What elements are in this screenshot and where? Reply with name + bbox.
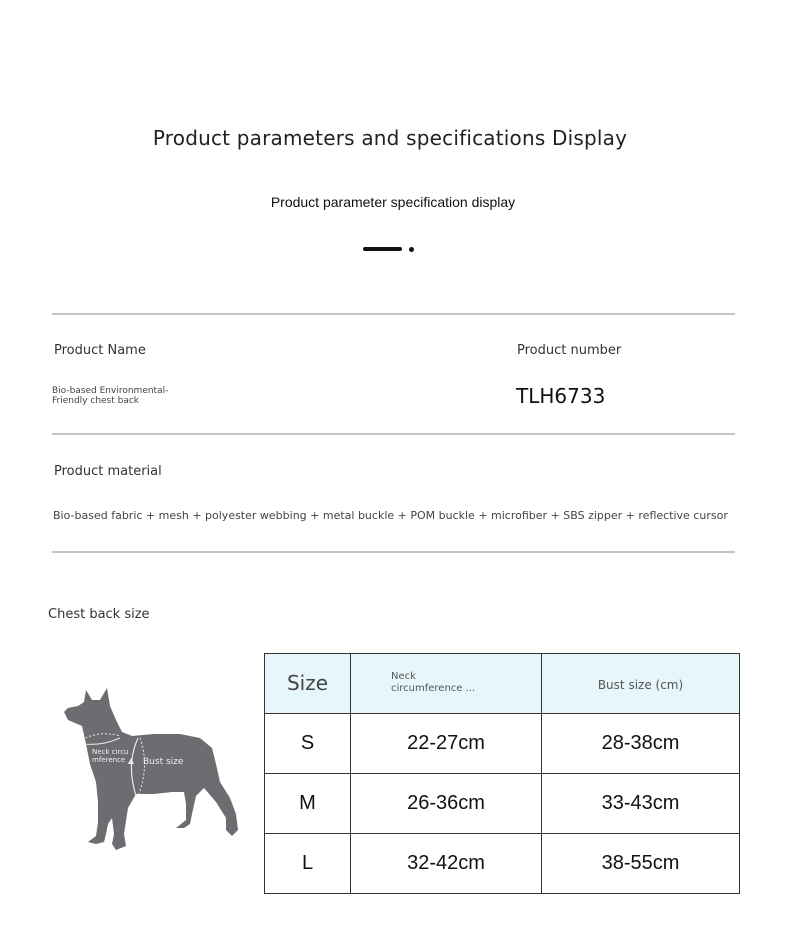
dog-neck-label-line1: Neck circu xyxy=(92,748,129,756)
size-cell: S xyxy=(265,714,351,774)
table-row xyxy=(265,714,740,774)
neck-cell: 26-36cm xyxy=(351,774,542,834)
product-material-value: Bio-based fabric + mesh + polyester webbing + metal buckle + POM buckle + microfiber + SBS zipper + reflective cursor xyxy=(53,509,728,522)
decorative-dot xyxy=(409,247,414,252)
product-material-label: Product material xyxy=(54,464,162,479)
neck-header-label xyxy=(391,671,511,695)
size-header-label: Size xyxy=(286,671,329,695)
size-cell: L xyxy=(265,834,351,894)
bust-header-label: Bust size (cm) xyxy=(597,678,684,692)
divider-top xyxy=(52,313,735,315)
dog-body xyxy=(64,688,238,850)
neck-header-cell xyxy=(351,654,542,714)
divider-middle xyxy=(52,433,735,435)
bust-cell: 38-55cm xyxy=(542,834,740,894)
neck-header-line1: Neck xyxy=(391,670,416,682)
size-table-header-row xyxy=(265,654,740,714)
table-row xyxy=(265,774,740,834)
neck-cell: 22-27cm xyxy=(351,714,542,774)
product-name-label: Product Name xyxy=(54,343,146,358)
divider-bottom xyxy=(52,551,735,553)
size-section-heading: Chest back size xyxy=(48,607,150,622)
product-number-label: Product number xyxy=(517,343,622,358)
product-name-value-line1: Bio-based Environmental- xyxy=(52,386,169,396)
product-name-value xyxy=(52,386,168,406)
neck-cell: 32-42cm xyxy=(351,834,542,894)
dog-bust-label: Bust size xyxy=(143,757,184,767)
dog-silhouette-illustration xyxy=(58,684,243,854)
page-subtitle: Product parameter specification display xyxy=(270,194,516,210)
product-number-value: TLH6733 xyxy=(516,384,606,408)
size-table xyxy=(264,653,740,894)
dog-neck-label-line2: mference xyxy=(92,756,126,764)
decorative-dash xyxy=(363,247,402,251)
bust-header-cell xyxy=(542,654,740,714)
size-cell: M xyxy=(265,774,351,834)
neck-header-line2: circumference ... xyxy=(391,682,476,694)
table-row xyxy=(265,834,740,894)
bust-cell: 28-38cm xyxy=(542,714,740,774)
product-name-value-line2: Friendly chest back xyxy=(52,396,140,406)
bust-cell: 33-43cm xyxy=(542,774,740,834)
size-header-cell xyxy=(265,654,351,714)
page-title: Product parameters and specifications Display xyxy=(152,126,628,150)
